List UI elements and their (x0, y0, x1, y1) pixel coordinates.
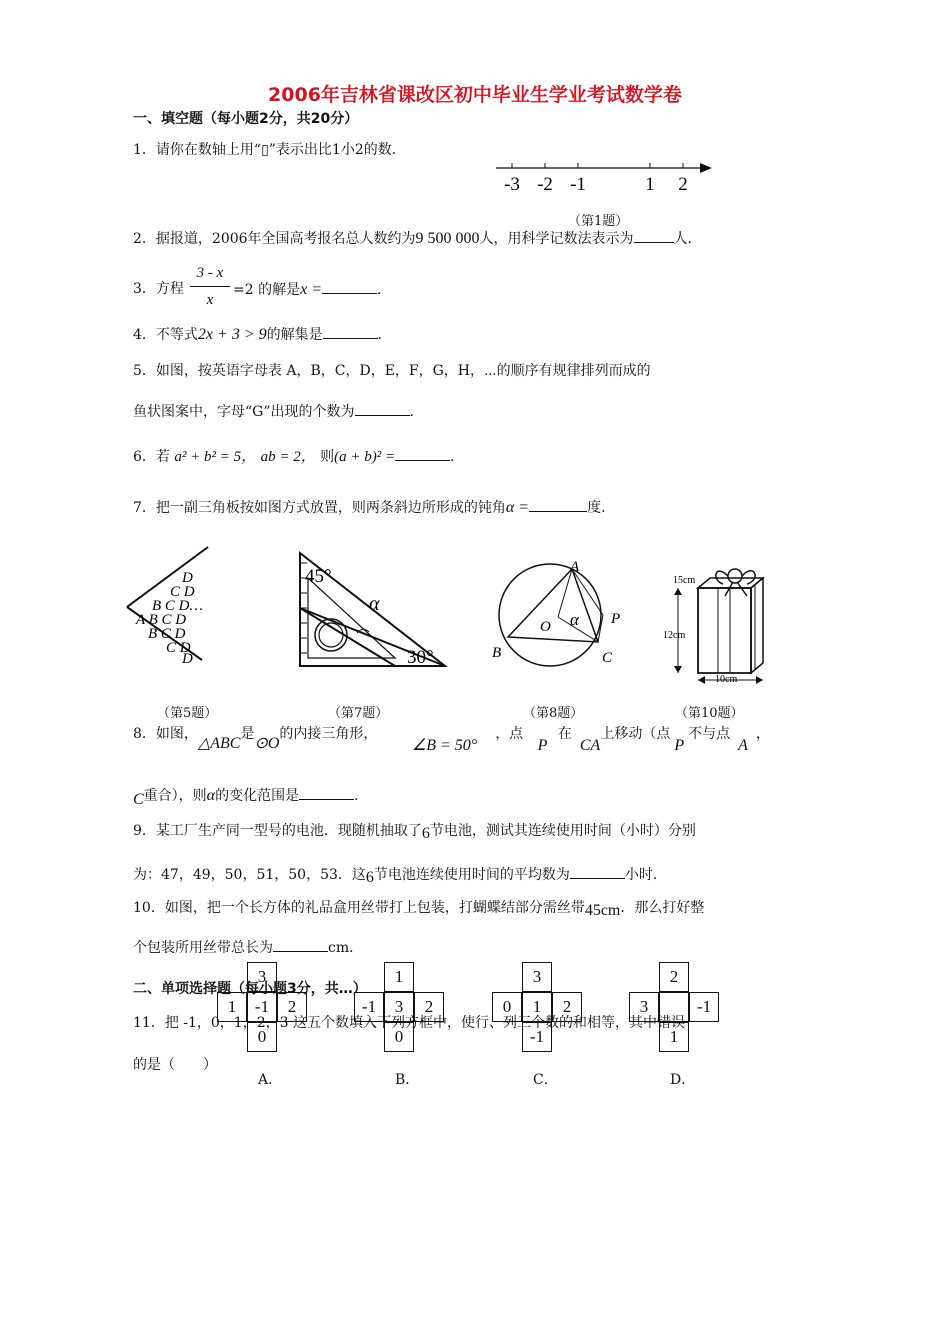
angle-45-label: 45° (305, 566, 332, 587)
cell-right: -1 (689, 992, 719, 1022)
cell-top: 2 (659, 962, 689, 992)
answer-blank[interactable] (299, 785, 354, 800)
cell-center: -1 (247, 992, 277, 1022)
cell-top: 3 (247, 962, 277, 992)
question-9-end: 小时． (624, 867, 667, 883)
fraction-numerator: 3 - x (196, 265, 224, 281)
answer-blank[interactable] (323, 324, 378, 339)
arc-ca: CA (579, 737, 601, 754)
question-9-text-b: 节电池，测试其连续使用时间（小时）分别 (429, 823, 696, 839)
question-8-text-3: 的变化范围是 (215, 788, 300, 804)
question-11-line-1: 11．把 -1，0，1，2，3 这五个数填入下列方框中，使行、列三个数的和相等，其中错误 (133, 1015, 685, 1031)
inscribed-triangle-figure (490, 555, 630, 673)
question-6-expr-1: a² + b² = 5， (174, 449, 257, 465)
question-6 (133, 446, 464, 467)
alpha-symbol: α (206, 787, 216, 804)
question-11-line-2: 的是（ ） (133, 1057, 217, 1073)
cell-right: 2 (277, 992, 307, 1022)
number-line-figure (490, 152, 720, 198)
cell-right: 2 (414, 992, 444, 1022)
question-1-caption: （第1题） (568, 214, 629, 229)
question-7-var: α = (505, 499, 530, 516)
cell-left: 1 (217, 992, 247, 1022)
question-8-end: ． (354, 788, 369, 804)
dimension-side-label: 12cm (663, 630, 686, 641)
point-c-label: C (602, 650, 613, 666)
fraction-bar (190, 286, 230, 287)
question-9-text-3: 节电池连续使用时间的平均数为 (373, 867, 570, 883)
question-6-text-mid: 则 (320, 449, 335, 465)
question-5-end: ． (409, 404, 424, 420)
fish-letter-row: D (182, 570, 193, 586)
question-3-rest (233, 279, 391, 300)
question-2-text-post: 人，用科学记数法表示为 (479, 231, 634, 247)
center-o-label: O (540, 619, 551, 635)
question-10-line-2 (133, 937, 363, 958)
section-heading-choice: 二、单项选择题（每小题3分，共…） (133, 981, 367, 997)
cell-right: 2 (552, 992, 582, 1022)
question-8-text-h: ， (755, 726, 770, 742)
question-3-end: ． (377, 282, 391, 298)
triangle-abc: △ABC (197, 735, 241, 752)
page-title: 2006年吉林省课改区初中毕业生学业考试数学卷 (268, 84, 682, 106)
point-a: A (738, 737, 748, 754)
option-c-label[interactable]: C． (533, 1072, 558, 1088)
question-9-text: 9．某工厂生产同一型号的电池．现随机抽取了 (133, 823, 422, 839)
answer-blank[interactable] (273, 937, 328, 952)
question-8-line-2 (133, 785, 368, 806)
question-7-end: 度． (587, 500, 616, 516)
answer-blank[interactable] (634, 228, 674, 243)
point-a-label: A (570, 559, 580, 575)
question-9-line-1 (133, 821, 696, 841)
dimension-top-label: 15cm (673, 575, 696, 586)
question-8-line-1 (133, 724, 770, 754)
cell-left: 3 (629, 992, 659, 1022)
number-line-tick-label: -1 (570, 174, 586, 195)
fish-letter-row: B C D (148, 626, 186, 642)
gift-box-figure (663, 548, 783, 688)
question-6-text: 6．若 (133, 449, 170, 465)
question-5-text: 鱼状图案中，字母“G”出现的个数为 (133, 404, 355, 420)
cell-center: 1 (522, 992, 552, 1022)
answer-blank[interactable] (570, 864, 625, 879)
question-4-end: ． (377, 327, 392, 343)
point-c: C (133, 791, 144, 808)
question-6-expr-2: ab = 2， (260, 449, 316, 465)
cell-center: 3 (384, 992, 414, 1022)
question-8-text-c: 的内接三角形， (279, 726, 378, 742)
question-8-text-2: 重合），则 (143, 788, 207, 804)
question-10-line-1 (133, 898, 704, 918)
question-7 (133, 497, 615, 518)
fish-letter-row: A B C D (136, 612, 187, 628)
point-p-label: P (611, 611, 621, 627)
option-d-label[interactable]: D． (670, 1072, 696, 1088)
question-10-text-2: 个包装所用丝带总长为 (133, 940, 273, 956)
question-10-end: cm． (328, 940, 364, 956)
option-b-label[interactable]: B． (395, 1072, 420, 1088)
question-2-end: 人． (673, 231, 702, 247)
fraction-denominator: x (206, 292, 214, 308)
cell-bottom: 0 (384, 1022, 414, 1052)
cell-left: 0 (492, 992, 522, 1022)
question-1-text: 1．请你在数轴上用“▯”表示出比1小2的数． (133, 142, 406, 158)
cell-top: 3 (522, 962, 552, 992)
fish-letter-row: C D (166, 640, 191, 656)
question-10-text-b: ．那么打好整 (620, 900, 705, 916)
point-p: P (537, 737, 548, 754)
number-line-tick-label: -3 (504, 174, 520, 195)
answer-blank[interactable] (355, 401, 410, 416)
cell-bottom: 0 (247, 1022, 277, 1052)
question-4-text: 4．不等式 (133, 327, 198, 343)
question-5-line-2 (133, 401, 424, 422)
question-2 (133, 228, 702, 249)
sample-count: 6 (421, 825, 430, 842)
number-line-tick-label: 1 (645, 174, 655, 195)
question-2-text: 2．据报道，2006年全国高考报名总人数约为 (133, 231, 416, 247)
dimension-bottom-label: 10cm (715, 674, 738, 685)
cell-bottom: -1 (522, 1022, 552, 1052)
answer-blank[interactable] (322, 279, 377, 294)
circle-o: ⊙O (254, 735, 280, 752)
alpha-label: α (369, 593, 380, 615)
question-9-line-2 (133, 864, 667, 885)
question-7-caption: （第7题） (328, 706, 389, 721)
question-6-end: ． (450, 449, 465, 465)
cell-top: 1 (384, 962, 414, 992)
question-9-text-2: 为：47，49，50，51，50，53．这 (133, 867, 366, 883)
question-10-caption: （第10题） (675, 706, 744, 721)
question-2-number: 9 500 000 (415, 230, 480, 247)
point-b-label: B (492, 645, 502, 661)
number-line-tick-label: 2 (678, 174, 688, 195)
question-8-text: 8．如图， (133, 726, 198, 742)
question-8-caption: （第8题） (523, 706, 584, 721)
question-4 (133, 324, 392, 345)
question-3-var: x = (300, 281, 322, 298)
cell-left: -1 (354, 992, 384, 1022)
sample-count-2: 6 (365, 869, 374, 886)
cell-bottom: 1 (659, 1022, 689, 1052)
question-8-text-f: 上移动（点 (600, 726, 671, 742)
answer-blank[interactable] (395, 446, 450, 461)
cell-center (659, 992, 689, 1022)
bow-ribbon-length: 45cm (584, 902, 621, 919)
alpha-label: α (570, 610, 579, 629)
point-p-2: P (674, 737, 685, 754)
angle-b: ∠B = 50° (411, 737, 478, 754)
triangle-rulers-figure (295, 548, 455, 670)
fish-letter-row: C D (170, 584, 195, 600)
question-6-expr-3: (a + b)² = (334, 449, 396, 465)
angle-30-label: 30° (407, 647, 434, 668)
section-heading-fill-blank: 一、填空题（每小题2分，共20分） (133, 111, 359, 127)
number-line-tick-label: -2 (537, 174, 553, 195)
option-a-label[interactable]: A． (258, 1072, 283, 1088)
question-3-label: 3．方程 (133, 281, 184, 297)
question-7-text: 7．把一副三角板按如图方式放置，则两条斜边所形成的钝角 (133, 500, 506, 516)
answer-blank[interactable] (529, 497, 587, 512)
question-3-text: =2 的解是 (233, 282, 301, 298)
question-4-text-post: 的解集是 (266, 327, 323, 343)
question-5-line-1: 5．如图，按英语字母表 A，B，C，D，E，F，G，H，⋯的顺序有规律排列而成的 (133, 363, 651, 379)
question-10-text: 10．如图，把一个长方体的礼品盒用丝带打上包装，打蝴蝶结部分需丝带 (133, 900, 585, 916)
fish-letter-row: B C D… (152, 598, 203, 614)
fish-letter-row: D (182, 651, 193, 667)
question-8-text-e: 在 (557, 726, 572, 742)
question-8-text-d: ，点 (495, 726, 524, 742)
question-4-expression: 2x + 3 > 9 (197, 326, 267, 343)
fish-letter-pattern-figure (122, 542, 222, 672)
question-5-caption: （第5题） (157, 706, 218, 721)
question-8-text-b: 是 (240, 726, 255, 742)
question-8-text-g: 不与点 (688, 726, 731, 742)
